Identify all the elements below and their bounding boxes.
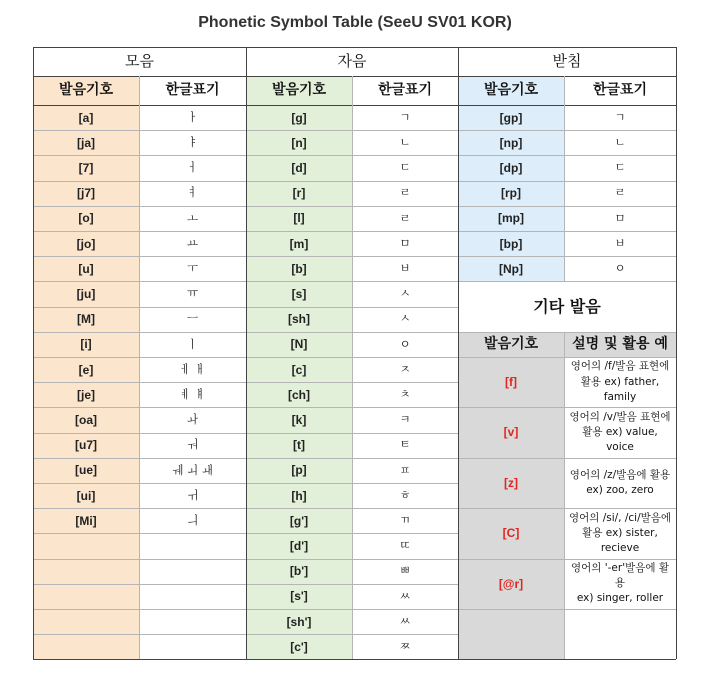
other-description: [564, 458, 676, 508]
consonant-hangul: ㄸ: [399, 538, 411, 553]
grid-vline: [33, 47, 34, 659]
consonant-symbol: [k]: [291, 412, 307, 427]
grid-hline: [458, 609, 676, 610]
grid-vline: [676, 47, 677, 659]
grid-hline: [458, 181, 676, 182]
final-hangul: ㅇ: [614, 261, 626, 276]
final-hangul: ㅁ: [614, 210, 626, 225]
final-symbol: [dp]: [499, 160, 523, 175]
grid-hline: [458, 659, 676, 660]
grid-vline: [458, 47, 459, 659]
consonant-symbol: [c']: [290, 639, 308, 654]
vowel-hangul: ㅔ ㅐ: [179, 361, 206, 376]
vowel-hangul-header: 한글표기: [165, 82, 220, 99]
vowel-symbol: [ju]: [76, 286, 96, 301]
consonant-hangul: ㄱ: [399, 109, 411, 124]
vowel-hangul: ㅜ: [186, 261, 199, 276]
consonant-symbol: [m]: [289, 236, 309, 251]
consonant-hangul: ㅎ: [399, 487, 411, 502]
consonant-hangul: ㅅ: [399, 311, 411, 326]
vowel-hangul: ㅓ: [186, 160, 199, 175]
other-description: [564, 357, 676, 407]
consonant-symbol: [d']: [289, 538, 309, 553]
description-line: 활용 ex) value, voice: [582, 425, 658, 454]
final-symbol-header: 발음기호: [483, 82, 539, 99]
vowel-hangul: ㅑ: [186, 135, 199, 150]
final-hangul: ㄱ: [614, 109, 626, 124]
vowel-hangul: ㅟ: [186, 487, 199, 502]
vowel-symbol: [je]: [77, 387, 95, 402]
consonant-group-header: 자음: [337, 52, 367, 71]
vowel-symbol: [a]: [78, 110, 94, 125]
other-description-header: 설명 및 활용 예: [572, 335, 668, 352]
vowel-hangul: ㅗ: [186, 210, 199, 225]
consonant-hangul: ㅈ: [399, 361, 411, 376]
consonant-symbol: [s']: [290, 589, 308, 604]
grid-hline: [458, 281, 676, 282]
vowel-symbol: [e]: [78, 362, 94, 377]
other-symbol-header: 발음기호: [483, 335, 539, 352]
vowel-hangul: ㅖ ㅒ: [179, 387, 206, 402]
vowel-hangul: ㅛ: [186, 235, 199, 250]
final-hangul: ㄹ: [614, 185, 626, 200]
consonant-hangul: ㅉ: [399, 639, 411, 654]
consonant-hangul: ㅇ: [399, 336, 411, 351]
other-symbol: [z]: [504, 475, 518, 490]
grid-hline: [458, 256, 676, 257]
vowel-symbol: [oa]: [75, 412, 97, 427]
consonant-hangul: ㅊ: [399, 387, 411, 402]
consonant-hangul: ㅌ: [399, 437, 411, 452]
other-symbol: [C]: [502, 526, 520, 541]
vowel-hangul: ㅠ: [186, 286, 199, 301]
grid-hline: [33, 105, 676, 106]
grid-hline: [33, 659, 458, 660]
vowel-symbol: [o]: [78, 211, 94, 226]
grid-vline: [139, 76, 140, 659]
vowel-symbol: [ue]: [75, 463, 97, 478]
consonant-symbol: [n]: [291, 135, 307, 150]
vowel-group-header: 모음: [125, 52, 154, 71]
final-symbol: [np]: [499, 135, 523, 150]
consonant-symbol: [b']: [289, 564, 309, 579]
final-hangul: ㄷ: [614, 160, 626, 175]
consonant-symbol: [s]: [291, 286, 307, 301]
consonant-hangul: ㅅ: [399, 286, 411, 301]
vowel-symbol: [ui]: [76, 488, 96, 503]
final-group-header: 받침: [552, 52, 582, 71]
description-line: 영어의 /z/발음에 활용: [569, 468, 671, 481]
description-line: 영어의 '-er'발음에 활용: [570, 561, 669, 590]
vowel-hangul: ㅞ ㅚ ㅙ: [172, 462, 213, 477]
vowel-hangul: ㅢ: [186, 513, 199, 528]
grid-hline: [458, 407, 676, 408]
vowel-symbol: [u7]: [75, 438, 97, 453]
vowel-symbol-header: 발음기호: [58, 82, 114, 99]
vowel-hangul: ㅝ: [186, 437, 199, 452]
description-line: 영어의 /v/발음 표현에: [569, 410, 671, 423]
consonant-hangul: ㄲ: [399, 513, 411, 528]
description-line: ex) singer, roller: [576, 592, 664, 605]
consonant-symbol: [g]: [291, 110, 307, 125]
consonant-hangul: ㄹ: [399, 210, 411, 225]
consonant-hangul: ㄷ: [399, 160, 411, 175]
vowel-symbol: [Mi]: [75, 513, 97, 528]
consonant-symbol: [ch]: [288, 387, 310, 402]
grid-hline: [458, 508, 676, 509]
consonant-hangul: ㄹ: [399, 185, 411, 200]
consonant-hangul: ㄴ: [399, 135, 411, 150]
other-description: [564, 508, 676, 558]
vowel-symbol: [M]: [77, 312, 95, 327]
description-line: 영어의 /si/, /ci/발음에: [568, 511, 672, 524]
vowel-symbol: [u]: [78, 261, 94, 276]
final-symbol: [bp]: [499, 236, 523, 251]
consonant-hangul: ㅃ: [399, 563, 411, 578]
grid-hline: [458, 357, 676, 358]
consonant-hangul: ㅆ: [399, 613, 411, 628]
page-title: Phonetic Symbol Table (SeeU SV01 KOR): [198, 14, 512, 31]
description-line: ex) zoo, zero: [586, 483, 654, 496]
other-symbol: [v]: [503, 425, 519, 440]
final-symbol: [mp]: [498, 211, 524, 226]
consonant-symbol: [c]: [291, 362, 307, 377]
consonant-symbol: [b]: [291, 261, 307, 276]
consonant-hangul-header: 한글표기: [377, 82, 433, 99]
grid-hline: [458, 231, 676, 232]
consonant-hangul: ㅁ: [399, 235, 411, 250]
vowel-symbol: [jo]: [76, 236, 96, 251]
grid-hline: [33, 47, 676, 48]
grid-vline: [564, 76, 565, 281]
vowel-hangul: ㅣ: [186, 336, 199, 351]
other-description: [564, 407, 676, 457]
grid-vline: [246, 47, 247, 659]
vowel-hangul: ㅕ: [186, 185, 199, 200]
consonant-symbol: [p]: [291, 463, 307, 478]
consonant-hangul: ㅋ: [399, 412, 411, 427]
grid-hline: [458, 155, 676, 156]
grid-hline: [458, 559, 676, 560]
vowel-hangul: ㅘ: [186, 412, 199, 427]
consonant-symbol: [d]: [291, 160, 307, 175]
vowel-symbol: [ja]: [77, 135, 95, 150]
consonant-symbol: [sh']: [286, 614, 312, 629]
consonant-symbol: [g']: [289, 513, 309, 528]
grid-hline: [458, 206, 676, 207]
description-line: 활용 ex) sister, recieve: [582, 526, 658, 554]
other-symbol: [f]: [505, 375, 517, 390]
final-symbol: [rp]: [501, 186, 521, 201]
final-symbol: [Np]: [499, 261, 523, 276]
vowel-symbol: [j7]: [77, 186, 95, 201]
final-hangul: ㄴ: [614, 135, 626, 150]
vowel-symbol: [i]: [80, 337, 92, 352]
description-line: 영어의 /f/발음 표현에: [570, 360, 670, 373]
grid-hline: [458, 130, 676, 131]
consonant-symbol: [t]: [293, 438, 305, 453]
consonant-symbol: [l]: [293, 211, 305, 226]
consonant-symbol: [sh]: [288, 312, 310, 327]
other-section-title: 기타 발음: [533, 296, 601, 316]
consonant-symbol: [N]: [290, 337, 308, 352]
vowel-symbol: [7]: [78, 160, 94, 175]
consonant-hangul: ㅂ: [399, 261, 411, 276]
final-hangul-header: 한글표기: [592, 82, 648, 99]
grid-vline: [352, 76, 353, 659]
other-description: [564, 559, 676, 609]
grid-hline: [458, 332, 676, 333]
description-line: 활용 ex) father, family: [580, 375, 660, 403]
vowel-hangul: ㅏ: [186, 109, 199, 124]
consonant-hangul: ㅍ: [399, 462, 411, 477]
other-symbol: [@r]: [498, 576, 524, 591]
grid-vline: [564, 332, 565, 660]
final-symbol: [gp]: [499, 110, 523, 125]
consonant-symbol-header: 발음기호: [271, 82, 327, 99]
grid-hline: [33, 76, 676, 77]
final-hangul: ㅂ: [614, 235, 626, 250]
consonant-symbol: [h]: [291, 488, 307, 503]
consonant-symbol: [r]: [292, 186, 306, 201]
consonant-hangul: ㅆ: [399, 588, 411, 603]
vowel-hangul: ㅡ: [186, 311, 199, 326]
grid-hline: [458, 458, 676, 459]
